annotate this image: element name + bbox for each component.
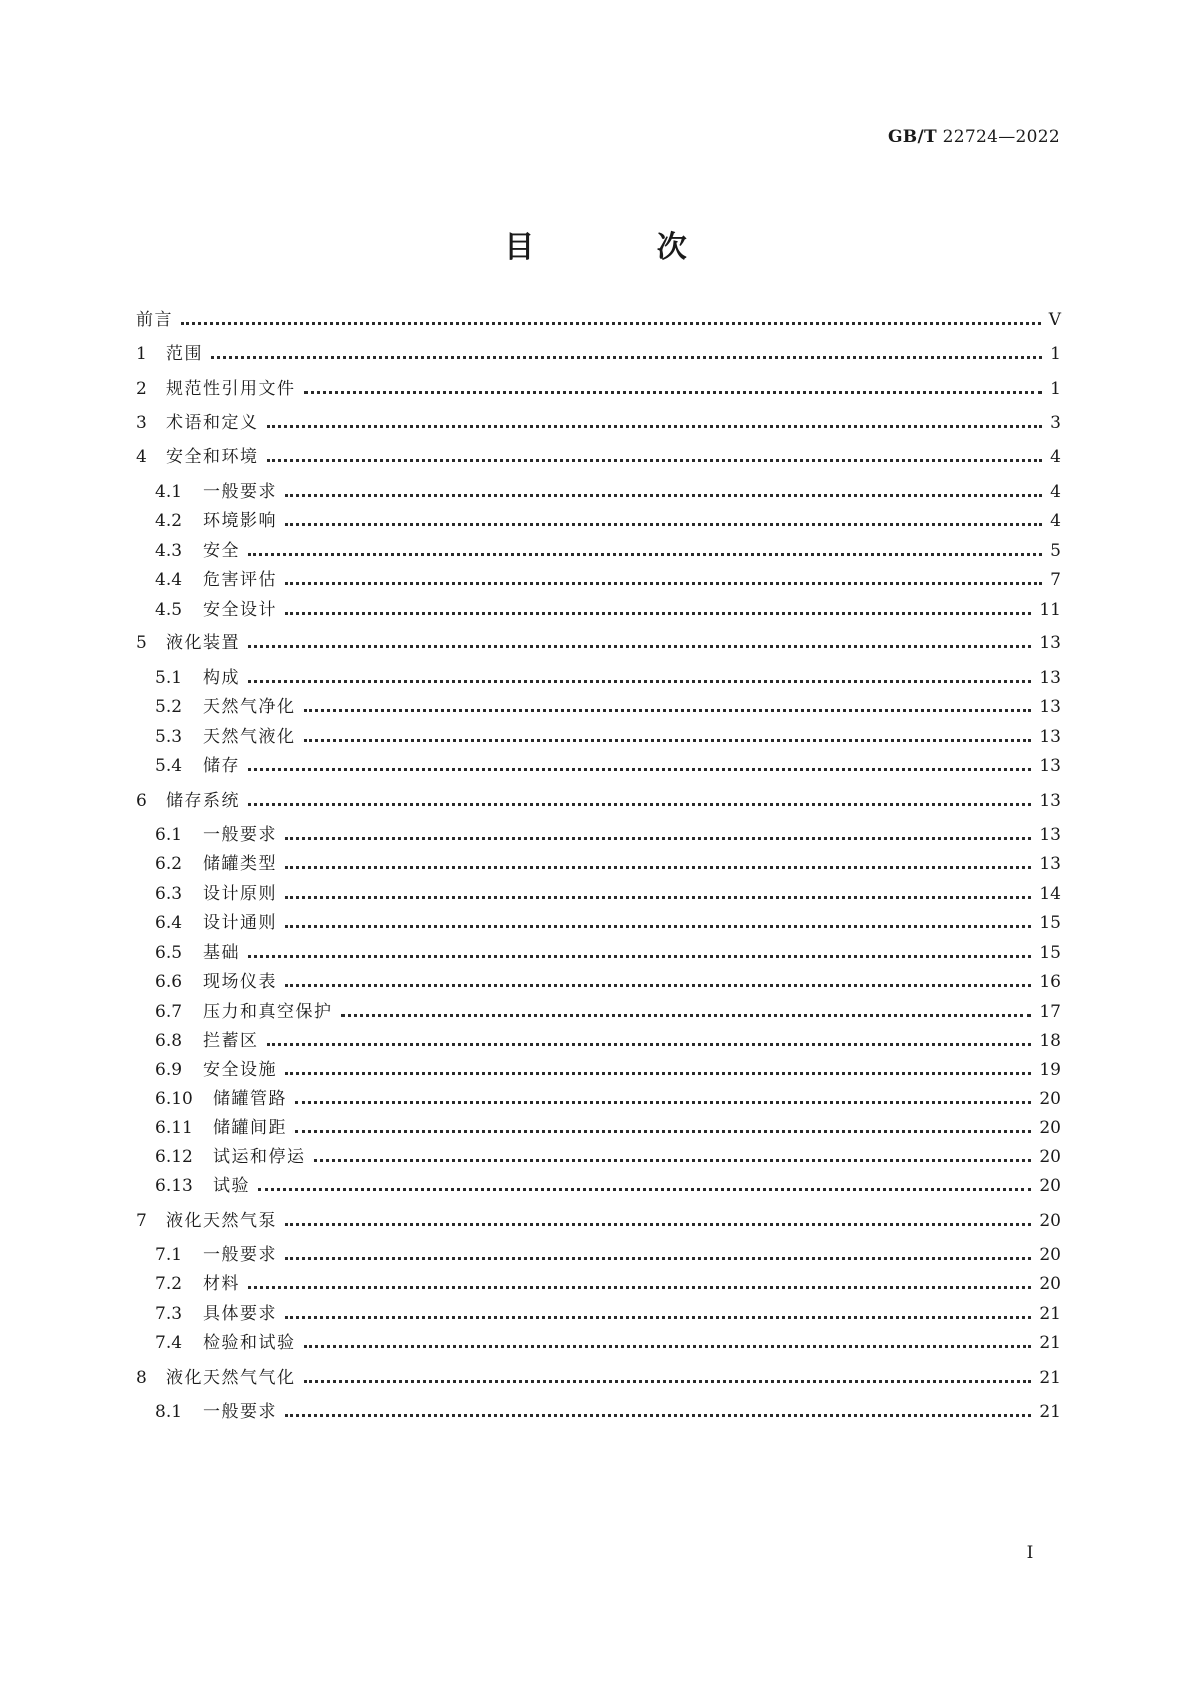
toc-entry-page: 4 xyxy=(1050,511,1061,531)
toc-entry-number: 6.11 xyxy=(155,1118,193,1138)
toc-entry[interactable] xyxy=(0,850,1061,876)
toc-entry-page: 21 xyxy=(1039,1402,1061,1422)
toc-entry-page: 13 xyxy=(1039,727,1061,747)
toc-entry-title: 环境影响 xyxy=(203,511,277,531)
toc-dot-leader xyxy=(285,612,1031,615)
toc-entry[interactable] xyxy=(0,629,1061,655)
toc-dot-leader xyxy=(285,925,1031,928)
toc-entry-page: 21 xyxy=(1039,1333,1061,1353)
toc-dot-leader xyxy=(304,739,1032,742)
toc-dot-leader xyxy=(248,803,1031,806)
toc-entry-page: 20 xyxy=(1039,1176,1061,1196)
toc-entry-page: 20 xyxy=(1039,1118,1061,1138)
toc-entry-number: 6.10 xyxy=(155,1089,193,1109)
page-number: I xyxy=(1026,1543,1034,1563)
toc-entry-page: 3 xyxy=(1050,413,1061,433)
toc-dot-leader xyxy=(248,680,1031,683)
toc-entry-page: 5 xyxy=(1050,541,1061,561)
toc-entry-number: 6.6 xyxy=(155,972,183,992)
toc-entry-number: 6.8 xyxy=(155,1031,183,1051)
toc-entry-number: 6.3 xyxy=(155,884,183,904)
toc-entry-number: 6.5 xyxy=(155,943,183,963)
toc-dot-leader xyxy=(304,709,1032,712)
toc-entry-number: 5 xyxy=(136,633,147,653)
toc-entry-title: 检验和试验 xyxy=(203,1333,296,1353)
toc-entry-title: 拦蓄区 xyxy=(203,1031,259,1051)
toc-entry-number: 1 xyxy=(136,344,147,364)
toc-entry-number: 2 xyxy=(136,379,147,399)
toc-entry[interactable] xyxy=(0,375,1061,401)
toc-entry-page: 20 xyxy=(1039,1245,1061,1265)
toc-dot-leader xyxy=(181,322,1041,325)
toc-entry-title: 规范性引用文件 xyxy=(166,379,296,399)
toc-entry[interactable] xyxy=(0,909,1061,935)
page-title: 目 次 xyxy=(504,230,743,265)
toc-entry-page: 20 xyxy=(1039,1211,1061,1231)
toc-dot-leader xyxy=(285,1316,1031,1319)
toc-entry[interactable] xyxy=(0,968,1061,994)
toc-entry-number: 4.1 xyxy=(155,482,183,502)
toc-entry-title: 一般要求 xyxy=(203,1245,277,1265)
toc-entry[interactable] xyxy=(0,566,1061,592)
toc-entry[interactable] xyxy=(0,1398,1061,1424)
toc-entry[interactable] xyxy=(0,1114,1061,1140)
toc-entry-number: 8 xyxy=(136,1368,147,1388)
toc-entry-number: 4 xyxy=(136,447,147,467)
toc-entry-number: 8.1 xyxy=(155,1402,183,1422)
toc-entry[interactable] xyxy=(0,306,1061,332)
toc-dot-leader xyxy=(295,1130,1031,1133)
toc-entry[interactable] xyxy=(0,1364,1061,1390)
toc-entry-title: 储罐管路 xyxy=(213,1089,287,1109)
toc-entry-page: 13 xyxy=(1039,791,1061,811)
toc-entry[interactable] xyxy=(0,998,1061,1024)
toc-dot-leader xyxy=(248,553,1042,556)
toc-entry-title: 储罐类型 xyxy=(203,854,277,874)
toc-entry-page: 18 xyxy=(1039,1031,1061,1051)
toc-dot-leader xyxy=(267,1043,1032,1046)
toc-entry-page: 20 xyxy=(1039,1089,1061,1109)
toc-entry-title: 一般要求 xyxy=(203,825,277,845)
toc-entry[interactable] xyxy=(0,478,1061,504)
toc-entry[interactable] xyxy=(0,821,1061,847)
toc-entry-title: 基础 xyxy=(203,943,240,963)
toc-entry-title: 危害评估 xyxy=(203,570,277,590)
toc-dot-leader xyxy=(211,356,1042,359)
toc-entry[interactable] xyxy=(0,1027,1061,1053)
toc-entry-title: 液化天然气气化 xyxy=(166,1368,296,1388)
toc-entry-page: 13 xyxy=(1039,756,1061,776)
toc-entry-title: 现场仪表 xyxy=(203,972,277,992)
toc-dot-leader xyxy=(304,1345,1032,1348)
toc-entry-number: 6.4 xyxy=(155,913,183,933)
toc-entry-number: 5.1 xyxy=(155,668,183,688)
toc-entry[interactable] xyxy=(0,1056,1061,1082)
toc-dot-leader xyxy=(341,1014,1032,1017)
toc-entry-title: 设计原则 xyxy=(203,884,277,904)
toc-entry-page: V xyxy=(1048,310,1061,330)
toc-entry-number: 3 xyxy=(136,413,147,433)
toc-entry-page: 13 xyxy=(1039,668,1061,688)
toc-entry[interactable] xyxy=(0,443,1061,469)
toc-entry-number: 7 xyxy=(136,1211,147,1231)
toc-entry-title: 储罐间距 xyxy=(213,1118,287,1138)
toc-entry-title: 构成 xyxy=(203,668,240,688)
toc-entry-page: 1 xyxy=(1050,344,1061,364)
toc-entry-page: 13 xyxy=(1039,633,1061,653)
toc-entry-page: 15 xyxy=(1039,943,1061,963)
toc-dot-leader xyxy=(295,1101,1031,1104)
toc-entry-page: 20 xyxy=(1039,1274,1061,1294)
toc-entry-title: 设计通则 xyxy=(203,913,277,933)
toc-dot-leader xyxy=(304,1380,1032,1383)
toc-dot-leader xyxy=(314,1159,1032,1162)
toc-entry-number: 7.4 xyxy=(155,1333,183,1353)
toc-entry[interactable] xyxy=(0,1270,1061,1296)
toc-entry-page: 13 xyxy=(1039,854,1061,874)
toc-entry-page: 4 xyxy=(1050,482,1061,502)
toc-dot-leader xyxy=(285,1257,1031,1260)
toc-dot-leader xyxy=(285,1072,1031,1075)
toc-entry-number: 6.12 xyxy=(155,1147,193,1167)
toc-entry-title: 天然气净化 xyxy=(203,697,296,717)
standard-number: 22724—2022 xyxy=(942,127,1060,147)
toc-entry-page: 20 xyxy=(1039,1147,1061,1167)
toc-entry-number: 6.9 xyxy=(155,1060,183,1080)
toc-entry-number: 6.13 xyxy=(155,1176,193,1196)
toc-dot-leader xyxy=(248,645,1031,648)
toc-entry-title: 一般要求 xyxy=(203,1402,277,1422)
toc-entry-title: 安全 xyxy=(203,541,240,561)
toc-entry-title: 安全设施 xyxy=(203,1060,277,1080)
toc-entry-title: 液化天然气泵 xyxy=(166,1211,277,1231)
toc-dot-leader xyxy=(285,494,1042,497)
toc-entry-number: 5.2 xyxy=(155,697,183,717)
toc-dot-leader xyxy=(258,1188,1031,1191)
toc-dot-leader xyxy=(267,425,1043,428)
toc-entry-title: 液化装置 xyxy=(166,633,240,653)
toc-dot-leader xyxy=(285,896,1031,899)
toc-entry-title: 储存系统 xyxy=(166,791,240,811)
toc-dot-leader xyxy=(248,955,1031,958)
toc-dot-leader xyxy=(267,459,1043,462)
toc-entry-page: 11 xyxy=(1039,600,1061,620)
toc-entry[interactable] xyxy=(0,693,1061,719)
toc-entry-title: 前言 xyxy=(136,310,173,330)
toc-dot-leader xyxy=(285,984,1031,987)
toc-entry[interactable] xyxy=(0,752,1061,778)
toc-entry-number: 6.2 xyxy=(155,854,183,874)
toc-entry[interactable] xyxy=(0,939,1061,965)
toc-entry-page: 1 xyxy=(1050,379,1061,399)
toc-entry-number: 6.7 xyxy=(155,1002,183,1022)
standard-prefix: GB/T xyxy=(887,127,937,147)
toc-entry[interactable] xyxy=(0,723,1061,749)
toc-dot-leader xyxy=(285,837,1031,840)
toc-dot-leader xyxy=(248,1286,1031,1289)
toc-entry-title: 压力和真空保护 xyxy=(203,1002,333,1022)
toc-entry[interactable] xyxy=(0,409,1061,435)
toc-entry-title: 材料 xyxy=(203,1274,240,1294)
toc-entry-page: 15 xyxy=(1039,913,1061,933)
toc-entry[interactable] xyxy=(0,1207,1061,1233)
toc-entry-number: 5.3 xyxy=(155,727,183,747)
toc-entry[interactable] xyxy=(0,340,1061,366)
toc-entry-number: 4.3 xyxy=(155,541,183,561)
toc-entry[interactable] xyxy=(0,596,1061,622)
toc-entry-page: 21 xyxy=(1039,1368,1061,1388)
toc-entry-page: 16 xyxy=(1039,972,1061,992)
toc-entry-title: 试验 xyxy=(213,1176,250,1196)
toc-dot-leader xyxy=(248,768,1031,771)
toc-entry-page: 13 xyxy=(1039,825,1061,845)
toc-entry-title: 试运和停运 xyxy=(213,1147,306,1167)
toc-entry-number: 7.2 xyxy=(155,1274,183,1294)
toc-entry-number: 7.3 xyxy=(155,1304,183,1324)
toc-entry[interactable] xyxy=(0,1085,1061,1111)
toc-entry-title: 一般要求 xyxy=(203,482,277,502)
toc-entry-number: 6 xyxy=(136,791,147,811)
toc-entry-title: 范围 xyxy=(166,344,203,364)
toc-entry-title: 安全和环境 xyxy=(166,447,259,467)
toc-entry[interactable] xyxy=(0,1241,1061,1267)
toc-entry[interactable] xyxy=(0,1329,1061,1355)
toc-entry-title: 具体要求 xyxy=(203,1304,277,1324)
toc-entry[interactable] xyxy=(0,537,1061,563)
toc-entry-number: 4.4 xyxy=(155,570,183,590)
toc-entry-title: 术语和定义 xyxy=(166,413,259,433)
toc-entry-title: 储存 xyxy=(203,756,240,776)
toc-dot-leader xyxy=(285,866,1031,869)
toc-entry-number: 7.1 xyxy=(155,1245,183,1265)
toc-entry-title: 安全设计 xyxy=(203,600,277,620)
toc-entry[interactable] xyxy=(0,1172,1061,1198)
toc-dot-leader xyxy=(285,1414,1031,1417)
toc-entry-number: 4.2 xyxy=(155,511,183,531)
toc-entry[interactable] xyxy=(0,880,1061,906)
toc-dot-leader xyxy=(285,1223,1031,1226)
toc-entry-page: 14 xyxy=(1039,884,1061,904)
toc-dot-leader xyxy=(285,523,1042,526)
toc-entry[interactable] xyxy=(0,507,1061,533)
toc-entry-title: 天然气液化 xyxy=(203,727,296,747)
toc-entry-number: 6.1 xyxy=(155,825,183,845)
toc-entry-page: 19 xyxy=(1039,1060,1061,1080)
toc-entry-page: 13 xyxy=(1039,697,1061,717)
toc-dot-leader xyxy=(304,391,1043,394)
toc-entry-page: 21 xyxy=(1039,1304,1061,1324)
toc-entry-page: 17 xyxy=(1039,1002,1061,1022)
toc-entry-page: 7 xyxy=(1050,570,1061,590)
toc-entry-page: 4 xyxy=(1050,447,1061,467)
toc-entry[interactable] xyxy=(0,1143,1061,1169)
toc-entry[interactable] xyxy=(0,1300,1061,1326)
toc-entry[interactable] xyxy=(0,664,1061,690)
toc-entry[interactable] xyxy=(0,787,1061,813)
toc-entry-number: 4.5 xyxy=(155,600,183,620)
toc-dot-leader xyxy=(285,582,1042,585)
toc-entry-number: 5.4 xyxy=(155,756,183,776)
